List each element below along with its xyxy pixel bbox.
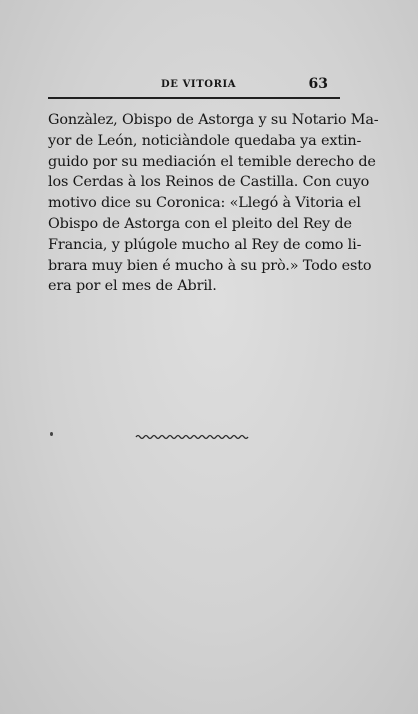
running-title: DE VITORIA bbox=[161, 79, 237, 90]
text-line: los Cerdas à los Reinos de Castilla. Con cuyo bbox=[48, 174, 370, 191]
page-number: 63 bbox=[308, 76, 328, 92]
text-line: Gonzàlez, Obispo de Astorga y su Notario Ma- bbox=[48, 112, 379, 128]
end-ornament bbox=[134, 432, 250, 442]
text-line: guido por su mediación el temible derecho de bbox=[48, 153, 376, 170]
body-paragraph bbox=[48, 110, 379, 297]
text-line: motivo dice su Coronica: «Llegó à Vitoria el bbox=[48, 195, 361, 212]
text-line: Obispo de Astorga con el pleito del Rey de bbox=[48, 215, 352, 232]
ink-speck bbox=[50, 432, 53, 436]
text-line: yor de León, noticiàndole quedaba ya extin- bbox=[48, 132, 362, 149]
text-line: era por el mes de Abril. bbox=[48, 278, 217, 295]
text-line: Francia, y plúgole mucho al Rey de como li- bbox=[48, 236, 362, 253]
page-header bbox=[48, 78, 340, 96]
header-rule bbox=[48, 97, 340, 99]
text-line: brara muy bien é mucho à su prò.» Todo esto bbox=[48, 257, 372, 274]
